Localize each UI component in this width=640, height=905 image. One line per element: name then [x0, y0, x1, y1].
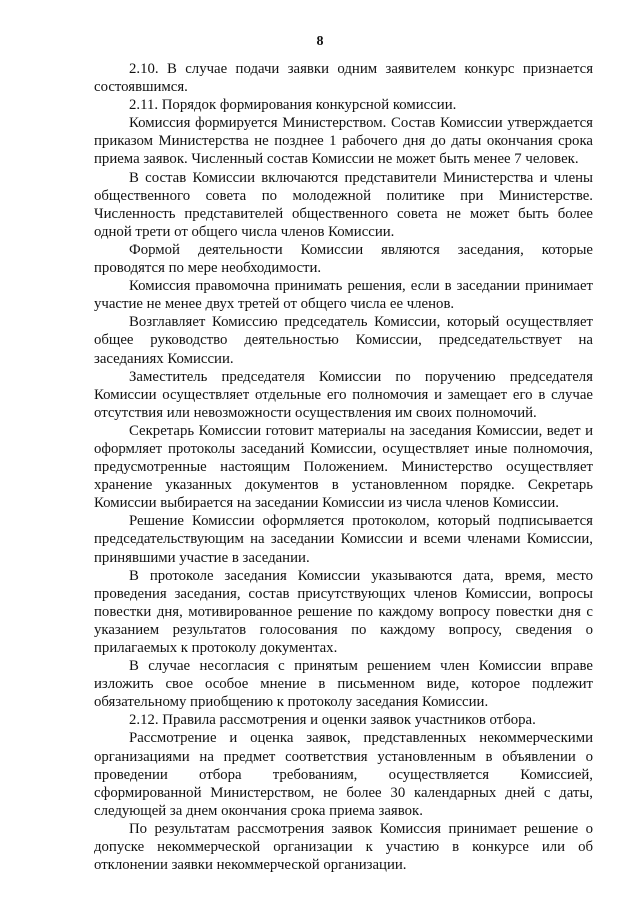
paragraph: Решение Комиссии оформляется протоколом, который подписывается председательствующим на заседании Комиссии и всеми членами Комиссии, принявшими участие в заседании. [94, 513, 593, 566]
paragraph: Секретарь Комиссии готовит материалы на заседания Комиссии, ведет и оформляет протоколы заседаний Комиссии, осуществляет иные полномочия, предусмотренные настоящим Положением. Министерство осуществляет хранение указанных документов в установленном порядке. Секретарь Комиссии выбирается на заседании Комиссии из числа членов Комиссии. [94, 422, 593, 512]
paragraph: По результатам рассмотрения заявок Комиссия принимает решение о допуске некоммерческой организации к участию в конкурсе или об отклонении заявки некоммерческой организации. [94, 820, 593, 874]
paragraph: В случае несогласия с принятым решением член Комиссии вправе изложить свое особое мнение в письменном виде, которое подлежит обязательному приобщению к протоколу заседания Комиссии. [94, 658, 593, 711]
paragraph: В состав Комиссии включаются представители Министерства и члены общественного совета по молодежной политике при Министерстве. Численность представителей общественного совета не может быть более одной трети от общего числа членов Комиссии. [94, 169, 593, 240]
paragraph-2-10: 2.10. В случае подачи заявки одним заявителем конкурс признается состоявшимся. [94, 61, 593, 96]
document-body [94, 60, 593, 874]
paragraph: Заместитель председателя Комиссии по поручению председателя Комиссии осуществляет отдельные его полномочия и замещает его в случае отсутствия или невозможности осуществления им своих полномочий. [94, 368, 593, 421]
paragraph: Формой деятельности Комиссии являются заседания, которые проводятся по мере необходимости. [94, 241, 593, 277]
paragraph-2-12-heading: 2.12. Правила рассмотрения и оценки заявок участников отбора. [129, 712, 536, 729]
paragraph: В протоколе заседания Комиссии указываются дата, время, место проведения заседания, состав присутствующих членов Комиссии, вопросы повестки дня, мотивированное решение по каждому вопросу повестки дня с указанием результатов голосования по каждому вопросу, сведения о прилагаемых к протоколу документах. [94, 567, 593, 656]
page-number: 8 [316, 34, 324, 49]
paragraph: Комиссия правомочна принимать решения, если в заседании принимает участие не менее двух третей от общего числа ее членов. [94, 278, 593, 313]
paragraph: Комиссия формируется Министерством. Состав Комиссии утверждается приказом Министерства не позднее 1 рабочего дня до даты окончания срока приема заявок. Численный состав Комиссии не может быть менее 7 человек. [94, 115, 593, 168]
paragraph-2-11-heading: 2.11. Порядок формирования конкурсной комиссии. [129, 97, 457, 114]
paragraph: Возглавляет Комиссию председатель Комиссии, который осуществляет общее руководство деятельностью Комиссии, председательствует на заседаниях Комиссии. [94, 314, 593, 367]
paragraph: Рассмотрение и оценка заявок, представленных некоммерческими организациями на предмет соответствия установленным в объявлении о проведении отбора требованиям, осуществляется Комиссией, сформированной Министерством, не более 30 календарных дней с даты, следующей за днем окончания срока приема заявок. [94, 730, 593, 819]
